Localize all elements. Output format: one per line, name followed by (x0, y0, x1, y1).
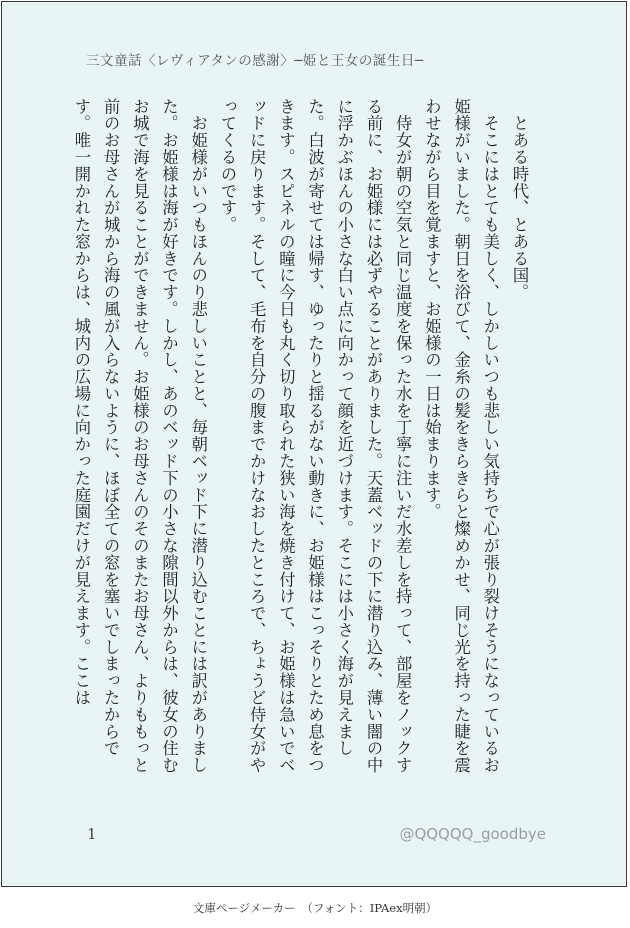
story-paragraph: 侍女が朝の空気と同じ温度を保った水を丁寧に注いだ水差しを持って、部屋をノックする前に、お姫様には必ずやることがありました。天蓋ベッドの下に潜り込み、薄い闇の中に浮かぶほんの小さな白い点に向かって顔を近づけます。そこには小さく海が見えました。白波が寄せては帰す、ゆったりと揺るがない動きに、お姫様はこっそりとため息をつきます。スピネルの瞳に今日も丸く切り取られた狭い海を焼き付けて、お姫様は急いでベッドに戻ります。そして、毛布を自分の腹までかけなおしたところで、ちょうど侍女がやってくるのです。 (217, 98, 413, 774)
footer-caption: 文庫ページメーカー （フォント：IPAex明朝） (192, 901, 438, 915)
story-body (71, 98, 534, 790)
author-credit: @QQQQQ_goodbye (399, 825, 546, 843)
page (1, 1, 627, 887)
story-paragraph: そこにはとても美しく、しかしいつも悲しい気持ちで心が張り裂けそうになっているお姫様がいました。朝日を浴びて、金糸の髪をきらきらと燦めかせ、同じ光を持った睫を震わせながら目を覚ますと、お姫様の一日は始まります。 (422, 98, 500, 774)
page-number: 1 (87, 825, 97, 843)
story-paragraph: お姫様がいつもほんのり悲しいことと、毎朝ベッド下に潜り込むことには訳がありました。お姫様は海が好きです。しかし、あのベッド下の小さな隙間以外からは、彼女の住むお城で海を見ることができません。お姫様のお母さんのそのまたお母さん、よりももっと前のお母さんが城から海の風が入らないように、ほぼ全ての窓を塞いでしまったからです。唯一開かれた窓からは、城内の広場に向かった庭園だけが見えます。ここは (71, 98, 208, 774)
story-paragraph: とある時代、とある国。 (510, 98, 529, 301)
page-header-title: 三文童話〈レヴィアタンの感謝〉─姫と王女の誕生日─ (86, 53, 424, 69)
